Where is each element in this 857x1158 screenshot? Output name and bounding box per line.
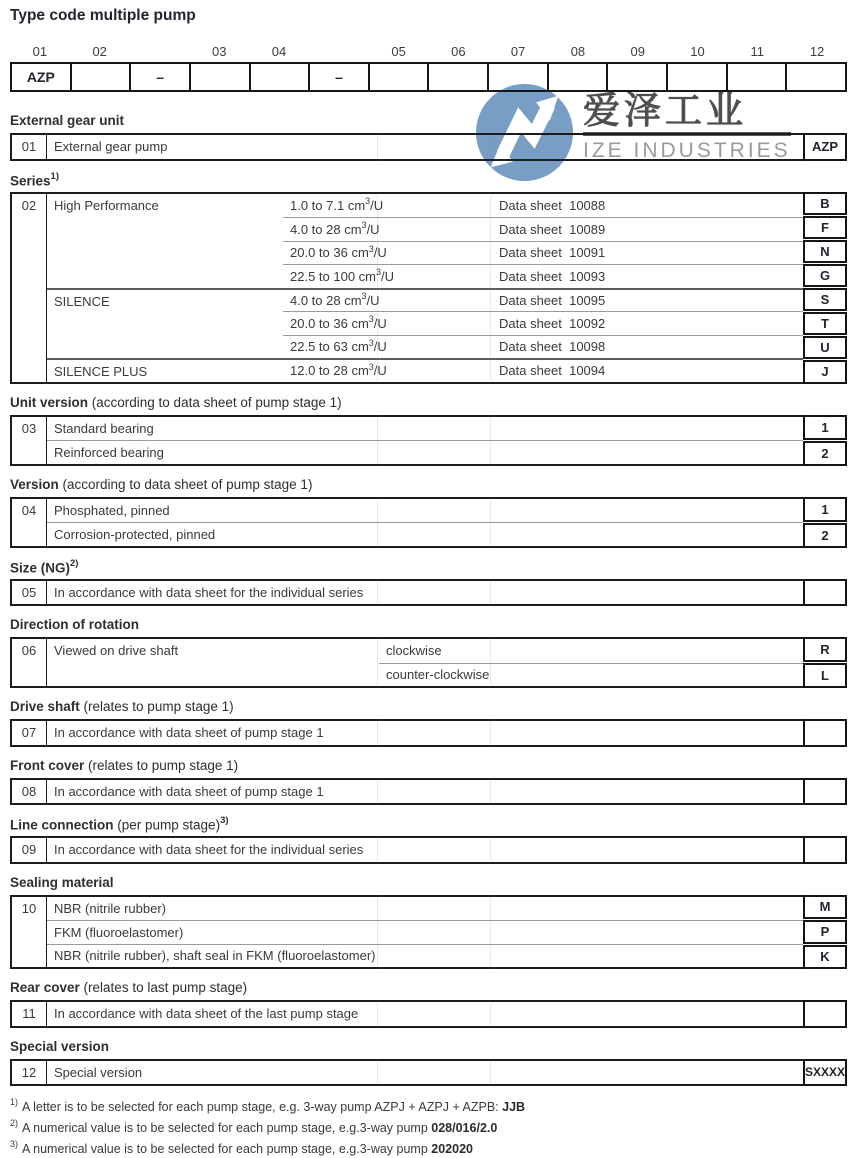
footnote-ref: 1) <box>50 170 59 182</box>
datasheet-cell: Data sheet 10095 <box>492 288 803 312</box>
section-version <box>10 477 847 548</box>
row-number: 11 <box>12 1002 47 1026</box>
position-label: 01 <box>32 44 48 59</box>
type-code-cell <box>785 64 845 90</box>
description-cell: In accordance with data sheet of pump stage 1 <box>54 725 324 741</box>
description-cell: Corrosion-protected, pinned <box>47 522 803 546</box>
position-label: 06 <box>451 44 466 59</box>
section-table <box>10 637 847 688</box>
footnotes <box>10 1095 847 1158</box>
description-cell: In accordance with data sheet for the individual series <box>54 584 364 600</box>
type-code-cell <box>487 64 547 90</box>
section-header: Unit version (according to data sheet of pump stage 1) <box>10 394 342 410</box>
footnote <box>10 1116 847 1137</box>
position-label: 12 <box>809 44 825 59</box>
description-cell: NBR (nitrile rubber) <box>54 900 166 916</box>
range-cell: 4.0 to 28 cm $^3$ /U <box>283 288 492 312</box>
section-header: Line connection (per pump stage)$^{3)}$ <box>10 815 229 833</box>
code-box: L <box>803 663 847 688</box>
code-box: F <box>803 216 847 239</box>
code-box: G <box>803 264 847 287</box>
range-cell: 1.0 to 7.1 cm $^3$ /U <box>290 196 384 213</box>
footnote-text: A numerical value is to be selected for each pump stage, e.g.3-way pump <box>22 1121 432 1136</box>
type-code-cell <box>368 64 428 90</box>
section-table <box>10 579 847 607</box>
description-cell: Special version <box>54 1064 143 1080</box>
position-label: 09 <box>630 44 645 59</box>
row-number: 01 <box>12 135 47 159</box>
footnote-marker: 1) <box>10 1097 19 1107</box>
position-label: 02 <box>92 44 107 59</box>
position-label: 04 <box>271 44 287 59</box>
footnote-bold: JJB <box>502 1100 526 1115</box>
code-box: S <box>803 288 847 311</box>
position-label: 10 <box>690 44 705 59</box>
footnote-ref: 2) <box>70 557 79 569</box>
code-box <box>803 719 847 747</box>
type-code-cell <box>726 64 786 90</box>
type-code-cell: – <box>129 64 189 90</box>
footnote-text: A letter is to be selected for each pump stage, e.g. 3-way pump AZPJ + AZPJ + AZPB: <box>22 1100 503 1115</box>
position-label: 07 <box>510 44 526 59</box>
description-cell: NBR (nitrile rubber), shaft seal in FKM (fluoroelastomer) <box>47 944 803 968</box>
type-code-cell <box>666 64 726 90</box>
series-group-cell: SILENCE <box>47 288 283 359</box>
code-box <box>803 579 847 607</box>
code-box <box>803 778 847 806</box>
datasheet-cell: Data sheet 10098 <box>492 335 803 359</box>
section-header: Sealing material <box>10 874 114 890</box>
range-cell: 22.5 to 63 cm $^3$ /U <box>283 335 492 359</box>
code-box: SXXXX <box>803 1059 847 1087</box>
datasheet-cell: Data sheet 10093 <box>492 264 803 288</box>
code-box <box>803 1000 847 1028</box>
code-box: 2 <box>803 523 847 548</box>
page-title: Type code multiple pump <box>10 7 196 24</box>
description-cell: Viewed on drive shaft <box>54 643 179 658</box>
section-table <box>10 719 847 747</box>
code-box: N <box>803 240 847 263</box>
row-number: 03 <box>12 417 47 464</box>
datasheet-cell: Data sheet 10091 <box>492 241 803 265</box>
footnote-marker: 3) <box>10 1139 19 1150</box>
position-label: 05 <box>391 44 406 59</box>
position-label <box>309 44 369 59</box>
type-code-cell <box>70 64 130 90</box>
range-cell: 12.0 to 28 cm $^3$ /U <box>283 358 492 382</box>
value-cell: counter-clockwise <box>379 663 803 687</box>
section-table <box>10 133 847 161</box>
footnote-bold: 202020 <box>431 1142 473 1157</box>
code-box: P <box>803 920 847 944</box>
section-direction-of-rotation <box>10 617 847 688</box>
datasheet-cell: Data sheet 10094 <box>492 358 803 382</box>
type-code-table <box>10 62 847 92</box>
section-external-gear-unit <box>10 113 847 161</box>
section-table <box>10 895 847 970</box>
section-rear-cover <box>10 980 847 1028</box>
section-header: Special version <box>10 1038 110 1054</box>
code-box: AZP <box>803 133 847 161</box>
section-drive-shaft <box>10 699 847 747</box>
section-header: Front cover (relates to pump stage 1) <box>10 757 239 773</box>
type-code-cell <box>427 64 487 90</box>
section-table <box>10 415 847 466</box>
type-code-cell <box>249 64 309 90</box>
description-cell: FKM (fluoroelastomer) <box>47 920 803 944</box>
range-cell: 20.0 to 36 cm $^3$ /U <box>283 311 492 335</box>
description-cell: Phosphated, pinned <box>54 502 170 518</box>
section-table <box>10 1059 847 1087</box>
section-line-connection <box>10 816 847 864</box>
row-number: 08 <box>12 780 47 804</box>
description-cell: In accordance with data sheet for the individual series <box>54 842 364 858</box>
section-header: External gear unit <box>10 113 125 128</box>
footnote <box>10 1095 847 1116</box>
type-code-cell <box>547 64 607 90</box>
row-number: 02 <box>12 194 47 382</box>
section-sealing-material <box>10 875 847 970</box>
footnote-bold: 028/016/2.0 <box>431 1121 498 1136</box>
code-box: K <box>803 945 847 969</box>
section-header: Rear cover (relates to last pump stage) <box>10 980 248 995</box>
section-front-cover <box>10 758 847 806</box>
code-box: 1 <box>803 415 847 440</box>
company-name-cn: 爱泽工业 <box>583 92 791 136</box>
footnote-ref: 3) <box>220 815 229 826</box>
section-series <box>10 172 847 384</box>
position-label: 03 <box>212 44 227 59</box>
description-cell: Reinforced bearing <box>47 440 803 464</box>
type-code-cell: – <box>308 64 368 90</box>
position-label: 08 <box>570 44 586 59</box>
company-name-en: IZE INDUSTRIES <box>583 138 791 162</box>
description-cell: In accordance with data sheet of pump stage 1 <box>54 783 324 799</box>
row-number: 05 <box>12 581 47 605</box>
footnote <box>10 1137 847 1158</box>
type-code-cell: AZP <box>26 69 55 85</box>
footnote-text: A numerical value is to be selected for each pump stage, e.g.3-way pump <box>22 1142 432 1157</box>
section-special-version <box>10 1039 847 1087</box>
section-table <box>10 192 847 384</box>
position-label <box>130 44 190 59</box>
footnote-marker: 2) <box>10 1118 19 1129</box>
row-number: 06 <box>12 639 47 686</box>
description-cell: External gear pump <box>54 139 168 155</box>
code-box: J <box>803 360 847 383</box>
section-size <box>10 559 847 607</box>
code-box: B <box>803 192 847 215</box>
type-code-cell <box>189 64 249 90</box>
range-cell: 22.5 to 100 cm $^3$ /U <box>283 264 492 288</box>
code-box: T <box>803 312 847 335</box>
code-box: R <box>803 637 847 662</box>
datasheet-cell: Data sheet 10092 <box>492 311 803 335</box>
description-cell: In accordance with data sheet of the last pump stage <box>54 1006 359 1022</box>
row-number: 07 <box>12 721 47 745</box>
code-box: U <box>803 336 847 359</box>
datasheet-cell: Data sheet 10088 <box>499 197 606 213</box>
series-group-cell: High Performance <box>54 197 159 213</box>
code-box: M <box>803 895 847 919</box>
section-table <box>10 836 847 864</box>
row-number: 09 <box>12 838 47 862</box>
section-unit-version <box>10 395 847 466</box>
value-cell: clockwise <box>386 643 442 659</box>
range-cell: 4.0 to 28 cm $^3$ /U <box>283 217 492 241</box>
section-table <box>10 1000 847 1028</box>
section-header: Drive shaft (relates to pump stage 1) <box>10 699 234 714</box>
row-number: 12 <box>12 1061 47 1085</box>
row-number: 10 <box>12 897 47 968</box>
type-code-cell <box>606 64 666 90</box>
row-number: 04 <box>12 499 47 546</box>
code-box <box>803 836 847 864</box>
position-labels-row <box>10 44 847 59</box>
section-header: Direction of rotation <box>10 617 139 632</box>
code-box: 1 <box>803 497 847 522</box>
datasheet-cell: Data sheet 10089 <box>492 217 803 241</box>
section-header: Size (NG)$^{2)}$ <box>10 557 79 575</box>
section-table <box>10 497 847 548</box>
section-table <box>10 778 847 806</box>
section-header: Series$^{1)}$ <box>10 170 59 188</box>
range-cell: 20.0 to 36 cm $^3$ /U <box>283 241 492 265</box>
position-label: 11 <box>750 44 765 59</box>
description-cell: Standard bearing <box>54 420 154 436</box>
code-box: 2 <box>803 441 847 466</box>
series-group-cell: SILENCE PLUS <box>47 358 283 382</box>
section-header: Version (according to data sheet of pump stage 1) <box>10 476 313 492</box>
